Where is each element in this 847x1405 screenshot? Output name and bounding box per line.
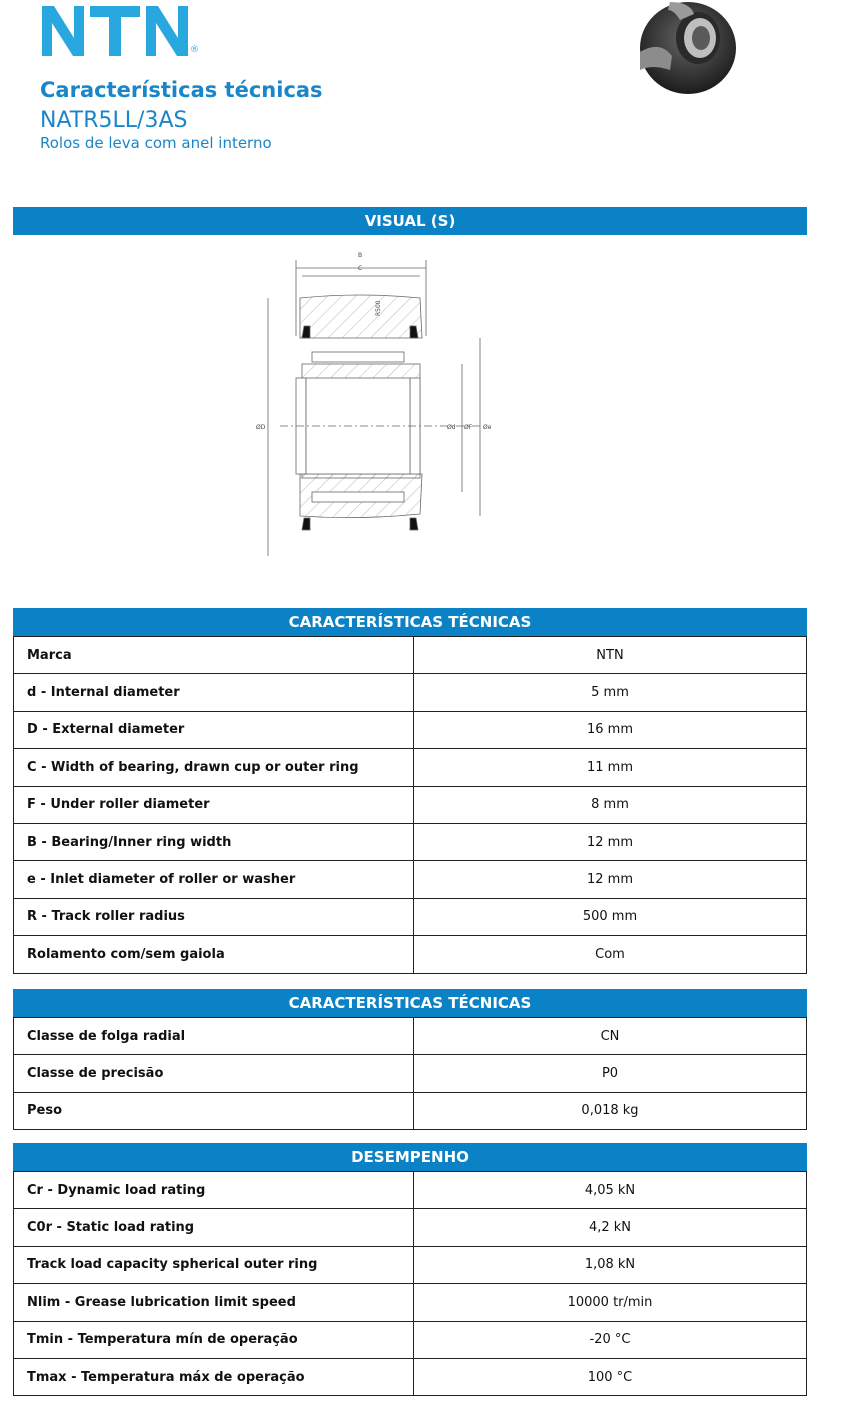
spec-value: 100 °C <box>414 1358 807 1395</box>
spec-label: C0r - Static load rating <box>14 1209 414 1246</box>
spec-label: F - Under roller diameter <box>14 786 414 823</box>
spec-label: d - Internal diameter <box>14 674 414 711</box>
table-row <box>14 861 807 898</box>
spec-value: 12 mm <box>414 861 807 898</box>
page-title: Características técnicas <box>40 78 323 102</box>
performance-heading: DESEMPENHO <box>13 1143 807 1171</box>
visual-heading: VISUAL (S) <box>13 207 807 235</box>
spec-value: -20 °C <box>414 1321 807 1358</box>
spec-label: Cr - Dynamic load rating <box>14 1172 414 1209</box>
table-row <box>14 1018 807 1055</box>
ntn-logo <box>40 4 210 60</box>
spec-value: 5 mm <box>414 674 807 711</box>
spec-label: Classe de precisão <box>14 1055 414 1092</box>
table-row <box>14 823 807 860</box>
product-code: NATR5LL/3AS <box>40 108 188 133</box>
dim-inner-d-label: Ød <box>447 424 456 431</box>
product-image <box>630 0 742 100</box>
spec-value: 4,2 kN <box>414 1209 807 1246</box>
dim-outer-d-label: ØD <box>256 424 266 431</box>
spec-label: Marca <box>14 637 414 674</box>
spec-value: 1,08 kN <box>414 1246 807 1283</box>
dim-r-label: R500 <box>375 300 382 316</box>
table-row <box>14 637 807 674</box>
dim-e-label: Øe <box>483 424 492 431</box>
performance-table <box>13 1171 807 1396</box>
spec-value: 4,05 kN <box>414 1172 807 1209</box>
table-row <box>14 674 807 711</box>
tech-specs-table-2 <box>13 1017 807 1130</box>
registered-mark: ® <box>190 45 199 55</box>
table-row <box>14 898 807 935</box>
spec-value: 500 mm <box>414 898 807 935</box>
spec-label: Classe de folga radial <box>14 1018 414 1055</box>
spec-value: 10000 tr/min <box>414 1284 807 1321</box>
spec-label: Nlim - Grease lubrication limit speed <box>14 1284 414 1321</box>
spec-value: P0 <box>414 1055 807 1092</box>
spec-value: 12 mm <box>414 823 807 860</box>
spec-value: 16 mm <box>414 711 807 748</box>
spec-value: NTN <box>414 637 807 674</box>
table-row <box>14 749 807 786</box>
spec-label: B - Bearing/Inner ring width <box>14 823 414 860</box>
technical-drawing <box>250 246 500 566</box>
spec-value: 8 mm <box>414 786 807 823</box>
table-row <box>14 786 807 823</box>
spec-value: 0,018 kg <box>414 1092 807 1129</box>
spec-label: Tmin - Temperatura mín de operação <box>14 1321 414 1358</box>
spec-label: D - External diameter <box>14 711 414 748</box>
spec-label: Peso <box>14 1092 414 1129</box>
spec-label: e - Inlet diameter of roller or washer <box>14 861 414 898</box>
dim-f-label: ØF <box>464 424 473 431</box>
spec-value: CN <box>414 1018 807 1055</box>
spec-label: Tmax - Temperatura máx de operação <box>14 1358 414 1395</box>
table-row <box>14 1092 807 1129</box>
tech-specs-heading-1: CARACTERÍSTICAS TÉCNICAS <box>13 608 807 636</box>
dim-c-label: C <box>358 265 363 272</box>
spec-label: C - Width of bearing, drawn cup or outer ring <box>14 749 414 786</box>
dim-b-label: B <box>358 252 363 259</box>
tech-specs-heading-2: CARACTERÍSTICAS TÉCNICAS <box>13 989 807 1017</box>
table-row <box>14 1358 807 1395</box>
tech-specs-table-1 <box>13 636 807 974</box>
table-row <box>14 1321 807 1358</box>
table-row <box>14 1246 807 1283</box>
table-row <box>14 936 807 973</box>
spec-value: 11 mm <box>414 749 807 786</box>
table-row <box>14 1055 807 1092</box>
table-row <box>14 1172 807 1209</box>
product-subtitle: Rolos de leva com anel interno <box>40 134 272 152</box>
table-row <box>14 1209 807 1246</box>
spec-label: Rolamento com/sem gaiola <box>14 936 414 973</box>
spec-label: R - Track roller radius <box>14 898 414 935</box>
table-row <box>14 711 807 748</box>
table-row <box>14 1284 807 1321</box>
spec-label: Track load capacity spherical outer ring <box>14 1246 414 1283</box>
spec-value: Com <box>414 936 807 973</box>
